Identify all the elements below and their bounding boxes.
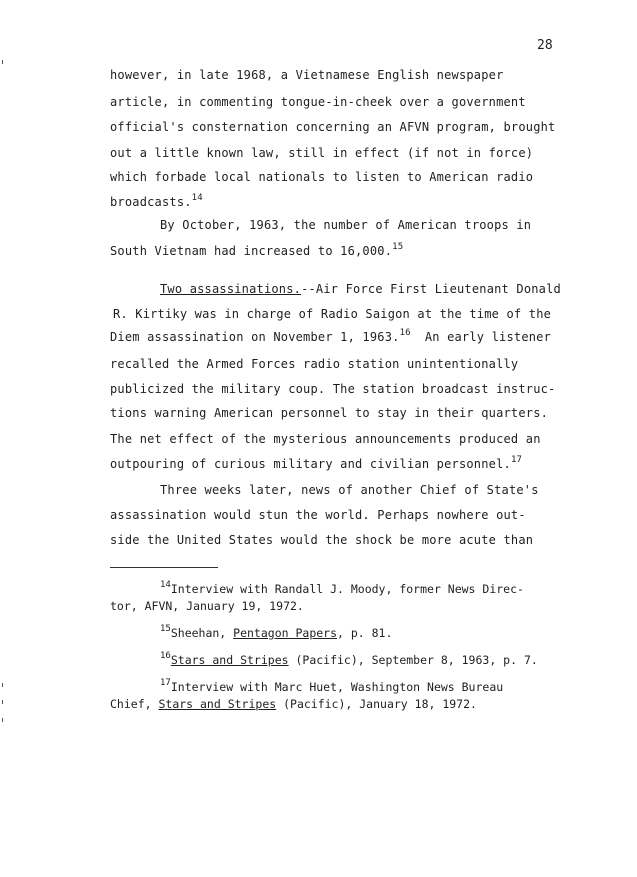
footnote-16 — [160, 653, 538, 667]
footnote-title: Stars and Stripes — [170, 653, 289, 667]
footnote-number: 17 — [160, 678, 171, 688]
footnote-17-cont — [110, 697, 477, 711]
footnote-ref-15: 15 — [392, 242, 404, 252]
footnote-title: Stars and Stripes — [158, 697, 277, 711]
body-text: An early listener — [424, 330, 552, 344]
scan-edge-mark — [2, 700, 3, 704]
footnote-ref-17: 17 — [510, 455, 523, 465]
footnote-14 — [160, 582, 524, 596]
body-line: recalled the Armed Forces radio station unintentionally — [110, 357, 519, 371]
body-line: assassination would stun the world. Perhaps nowhere out- — [110, 508, 526, 522]
footnote-text: Interview with Randall J. Moody, former News Direc- — [170, 582, 524, 596]
footnote-number: 14 — [160, 580, 171, 590]
body-line: R. Kirtiky was in charge of Radio Saigon at the time of the — [113, 307, 552, 321]
footnote-14-cont: tor, AFVN, January 19, 1972. — [110, 599, 304, 613]
footnote-17 — [160, 680, 503, 694]
body-line: article, in commenting tongue-in-cheek over a government — [110, 95, 526, 109]
section-heading: Two assassinations. — [160, 282, 302, 296]
footnote-divider — [110, 567, 218, 568]
footnote-15 — [160, 626, 392, 640]
footnote-text: Sheehan, — [170, 626, 234, 640]
body-line: out a little known law, still in effect (if not in force) — [110, 146, 534, 160]
body-line: tions warning American personnel to stay in their quarters. — [110, 406, 549, 420]
footnote-ref-14: 14 — [191, 193, 203, 203]
body-line: By October, 1963, the number of American troops in — [160, 218, 532, 232]
body-text: Diem assassination on November 1, 1963. — [110, 330, 400, 344]
section-heading-line — [160, 282, 561, 296]
footnote-text: (Pacific), January 18, 1972. — [276, 697, 477, 711]
body-text: South Vietnam had increased to 16,000. — [110, 244, 393, 258]
footnote-text: , p. 81. — [337, 626, 393, 640]
body-line: official's consternation concerning an AFVN program, brought — [110, 120, 556, 134]
body-line: which forbade local nationals to listen to American radio — [110, 170, 534, 184]
page-number: 28 — [537, 38, 553, 53]
body-line-with-ref — [110, 457, 522, 471]
scan-edge-mark — [2, 718, 3, 722]
section-heading-rest: --Air Force First Lieutenant Donald — [301, 282, 561, 296]
body-text: outpouring of curious military and civilian personnel. — [110, 457, 511, 471]
footnote-number: 15 — [160, 624, 171, 634]
body-line-with-ref — [110, 330, 551, 344]
scan-edge-mark — [2, 683, 3, 687]
body-line: The net effect of the mysterious announcements produced an — [110, 432, 541, 446]
footnote-title: Pentagon Papers — [233, 626, 338, 640]
body-line: however, in late 1968, a Vietnamese English newspaper — [110, 68, 504, 82]
body-line: publicized the military coup. The station broadcast instruc- — [110, 382, 556, 396]
footnote-text: (Pacific), September 8, 1963, p. 7. — [288, 653, 538, 667]
body-text: broadcasts. — [110, 195, 192, 209]
footnote-text: Interview with Marc Huet, Washington News Bureau — [170, 680, 504, 694]
body-line-with-ref — [110, 244, 403, 258]
footnote-number: 16 — [160, 651, 171, 661]
body-line: side the United States would the shock be more acute than — [110, 533, 534, 547]
scan-edge-mark — [2, 60, 3, 64]
footnote-ref-16: 16 — [399, 328, 411, 338]
footnote-text: Chief, — [110, 697, 159, 711]
body-line-with-ref — [110, 195, 203, 209]
body-line: Three weeks later, news of another Chief of State's — [160, 483, 539, 497]
